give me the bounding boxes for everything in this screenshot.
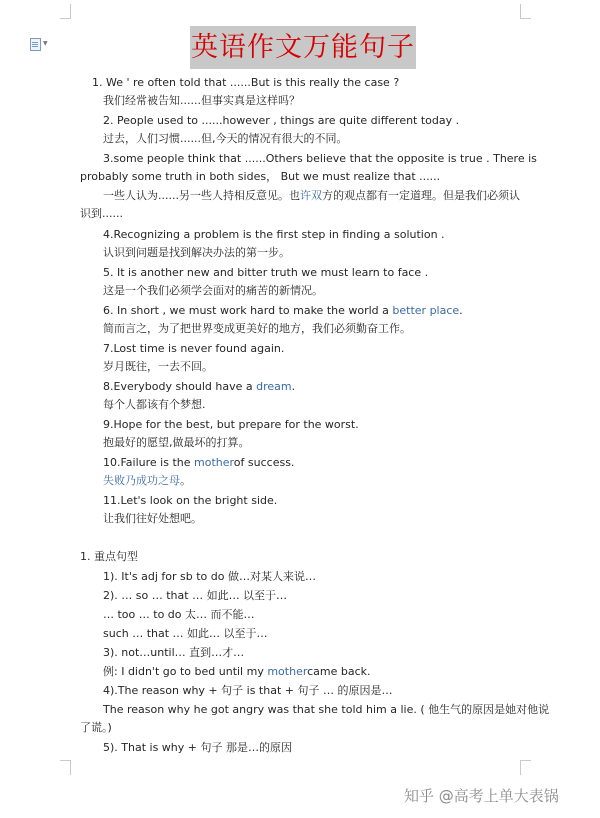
corner-mark: [520, 4, 521, 19]
document-line: [103, 665, 371, 679]
line-text: 让我们往好处想吧。: [103, 512, 202, 525]
document-line: [103, 360, 213, 374]
line-text: 简而言之，为了把世界变成更美好的地方，我们必须勤奋工作。: [103, 322, 411, 335]
highlighted-link-text[interactable]: better place: [392, 304, 460, 317]
watermark: 知乎 @高考上单大表锅: [404, 787, 559, 805]
line-text: 4).The reason why + 句子 is that + 句子 … 的原因是…: [103, 684, 393, 697]
line-text: 2. People used to ......however , things are quite different today .: [103, 114, 460, 127]
line-text: 1. We ' re often told that ......But is this really the case ?: [92, 76, 400, 89]
line-text: 8.Everybody should have a: [103, 380, 257, 393]
document-line: [103, 474, 191, 488]
line-text: 认识到问题是找到解决办法的第一步。: [103, 246, 290, 259]
line-text: 2). … so … that … 如此… 以至于…: [103, 589, 288, 602]
line-text: 了谎。): [80, 721, 112, 734]
line-text: .: [291, 380, 296, 393]
corner-mark: [520, 760, 531, 761]
document-line: [103, 512, 202, 526]
document-line: [80, 207, 123, 221]
document-line: [103, 627, 268, 641]
corner-mark: [520, 18, 531, 19]
line-text: 1). It's adj for sb to do 做…对某人来说…: [103, 570, 316, 583]
highlighted-link-text[interactable]: 失败乃成功之母: [103, 474, 180, 487]
line-text: 例: I didn't go to bed until my: [103, 665, 268, 678]
line-text: 4.Recognizing a problem is the first step in finding a solution .: [103, 228, 445, 241]
document-line: [103, 646, 244, 660]
line-text: 识到......: [80, 207, 123, 220]
chevron-down-icon[interactable]: ▼: [43, 40, 48, 47]
document-line: [103, 570, 316, 584]
line-text: 我们经常被告知......但事实真是这样吗？: [103, 94, 300, 107]
document-line: [103, 246, 290, 260]
document-line: [103, 304, 463, 318]
document-line: [103, 398, 206, 412]
document-line: [80, 550, 138, 564]
document-line: [103, 608, 255, 622]
document-line: [80, 721, 112, 735]
line-text: probably some truth in both sides， But we must realize that ......: [80, 170, 441, 183]
line-text: 抱最好的愿望,做最坏的打算。: [103, 436, 250, 449]
line-text: 6. In short , we must work hard to make the world a: [103, 304, 393, 317]
line-text: of success.: [233, 456, 295, 469]
document-line: [103, 380, 295, 394]
document-line: [103, 284, 323, 298]
highlighted-link-text[interactable]: dream: [256, 380, 292, 393]
line-text: 岁月既往，一去不回。: [103, 360, 213, 373]
document-line: [103, 342, 284, 356]
corner-mark: [70, 4, 71, 19]
document-line: [103, 132, 347, 146]
document-line: [103, 322, 411, 336]
line-text: 10.Failure is the: [103, 456, 195, 469]
line-text: 。: [180, 474, 191, 487]
document-line: [103, 228, 445, 242]
document-line: [103, 418, 359, 432]
document-line: [103, 152, 537, 166]
document-line: [103, 494, 277, 508]
line-text: 这是一个我们必须学会面对的痛苦的新情况。: [103, 284, 323, 297]
corner-mark: [70, 760, 71, 775]
line-text: … too … to do 太… 而不能…: [103, 608, 255, 621]
line-text: 9.Hope for the best, but prepare for the worst.: [103, 418, 359, 431]
document-line: [103, 189, 520, 203]
line-text: 7.Lost time is never found again.: [103, 342, 285, 355]
document-line: [80, 170, 440, 184]
document-icon[interactable]: [30, 38, 41, 51]
line-text: 3). not…until… 直到…才…: [103, 646, 245, 659]
line-text: 5. It is another new and bitter truth we must learn to face .: [103, 266, 429, 279]
corner-mark: [60, 760, 71, 761]
corner-mark: [520, 760, 521, 775]
highlighted-link-text[interactable]: mother: [194, 456, 234, 469]
corner-mark: [60, 18, 71, 19]
line-text: 3.some people think that ......Others believe that the opposite is true . There is: [103, 152, 537, 165]
line-text: 每个人都该有个梦想.: [103, 398, 206, 411]
document-title: 英语作文万能句子: [190, 26, 416, 69]
line-text: 1. 重点句型: [80, 550, 138, 563]
line-text: .: [459, 304, 463, 317]
document-line: [103, 114, 459, 128]
line-text: 过去，人们习惯......但,今天的情况有很大的不同。: [103, 132, 348, 145]
document-line: [103, 456, 294, 470]
line-text: such … that … 如此… 以至于…: [103, 627, 268, 640]
line-text: 11.Let's look on the bright side.: [103, 494, 278, 507]
line-text: The reason why he got angry was that she told him a lie. ( 他生气的原因是她对他说: [103, 703, 550, 716]
line-text: 5). That is why + 句子 那是…的原因: [103, 741, 292, 754]
document-line: [103, 589, 287, 603]
highlighted-link-text[interactable]: mother: [267, 665, 308, 678]
document-line: [103, 94, 300, 108]
document-line: [103, 684, 392, 698]
highlighted-link-text[interactable]: 许双: [299, 189, 322, 202]
line-text: 方的观点都有一定道理。但是我们必须认: [321, 189, 520, 202]
document-line: [103, 703, 549, 717]
document-line: [103, 436, 250, 450]
line-text: came back.: [307, 665, 371, 678]
document-line: [103, 741, 292, 755]
document-line: [92, 76, 399, 90]
document-line: [103, 266, 428, 280]
line-text: 一些人认为......另一些人持相反意见。也: [103, 189, 300, 202]
